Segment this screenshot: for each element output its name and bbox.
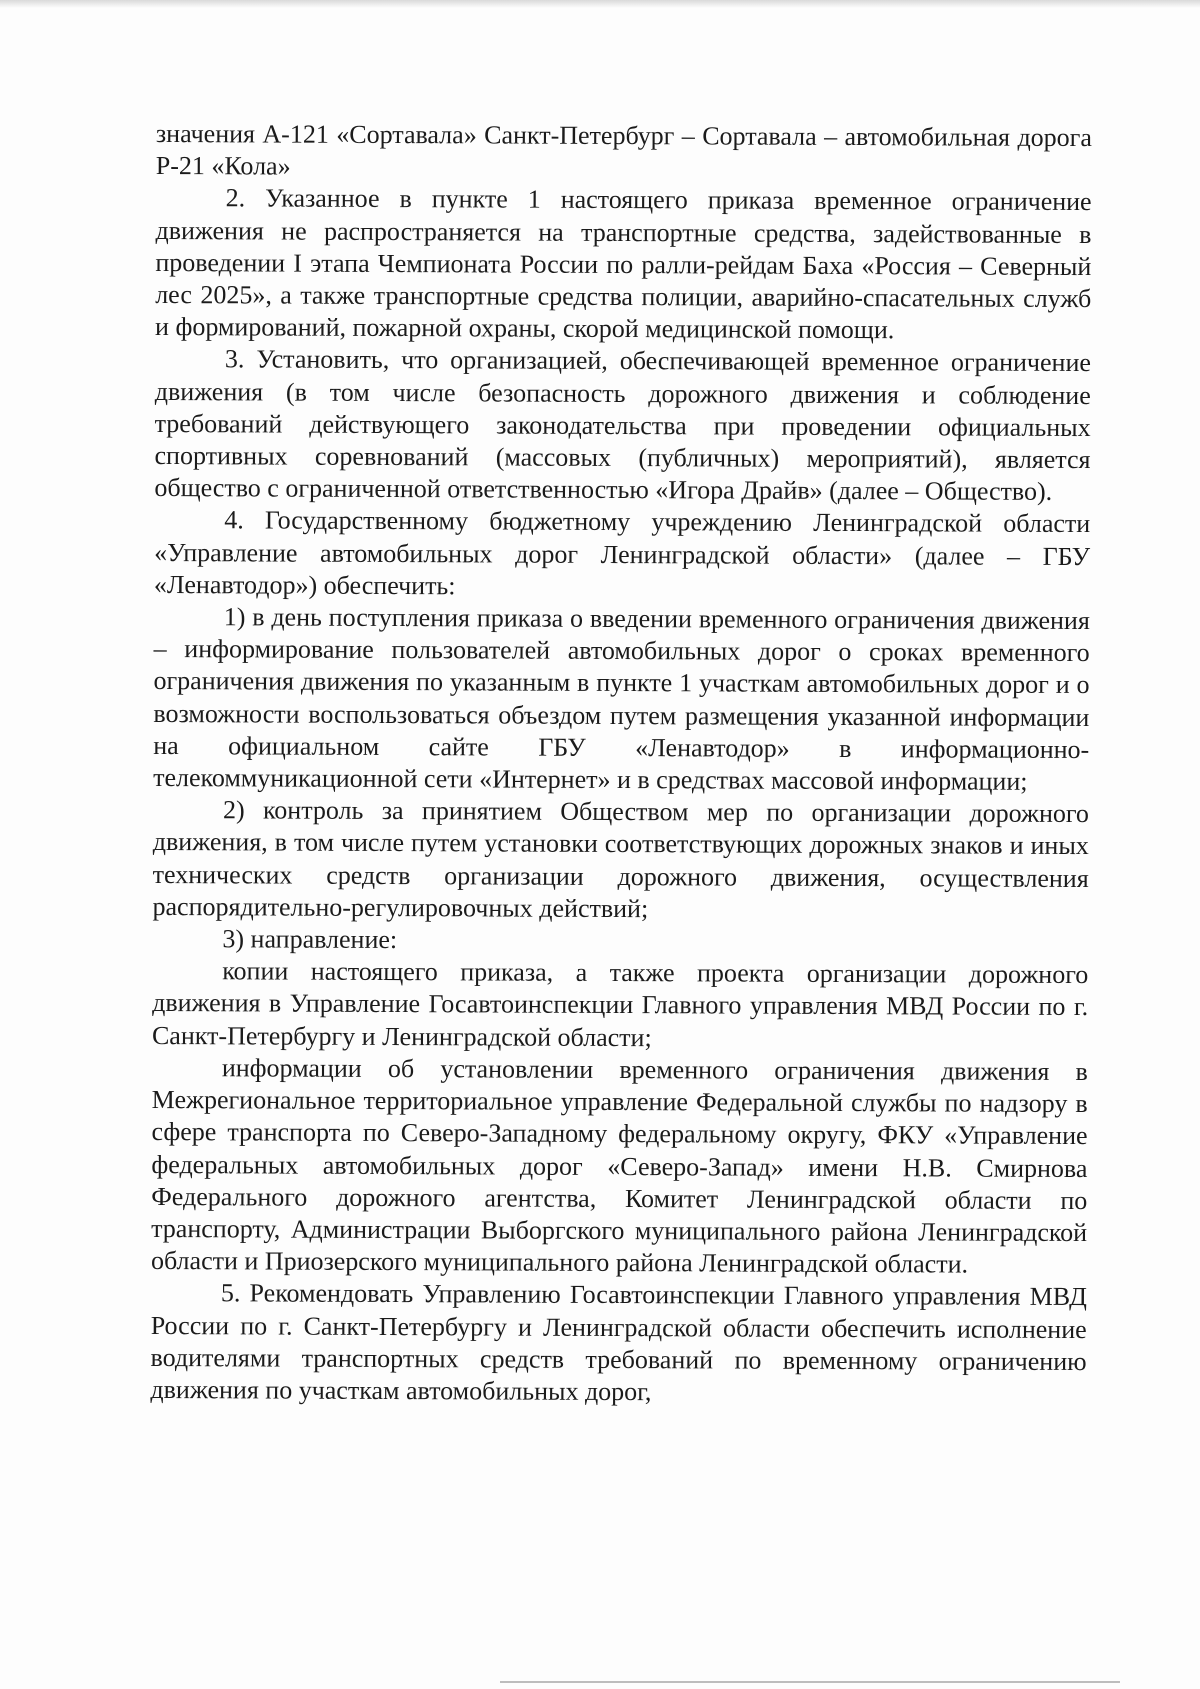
scan-edge-top — [0, 0, 1200, 8]
paragraph-item-5: 5. Рекомендовать Управлению Госавтоинспекции Главного управления МВД России по г. Санкт-Петербургу и Ленинградской области обеспечить исполнение водителями транспортных средств требований по временному ограничению движения по участкам автомобильных дорог, — [150, 1278, 1087, 1407]
subitem-2: 2) контроль за принятием Обществом мер по организации дорожного движения, в том числе путем установки соответствующих дорожных знаков и иных технических средств организации дорожного движения, осуществления распорядительно-регулировочных действий; — [152, 795, 1090, 924]
paragraph-continuation: значения А-121 «Сортавала» Санкт-Петербург – Сортавала – автомобильная дорога Р-21 «Кола» — [155, 118, 1092, 181]
subitem-3-copies: копии настоящего приказа, а также проекта организации дорожного движения в Управление Госавтоинспекции Главного управления МВД России по г. Санкт-Петербургу и Ленинградской области; — [151, 956, 1089, 1052]
subitem-1: 1) в день поступления приказа о введении временного ограничения движения – информирование пользователей автомобильных дорог о сроках временного ограничения движения по указанным в пункте 1 участкам автомобильных дорог и о возможности воспользоваться объездом путем размещения указанной информации на официальном сайте ГБУ «Ленавтодор» в информационно-телекоммуникационной сети «Интернет» и в средствах массовой информации; — [153, 602, 1090, 796]
paragraph-item-2: 2. Указанное в пункте 1 настоящего приказа временное ограничение движения не распространяется на транспортные средства, задействованные в проведении I этапа Чемпионата России по ралли-рейдам Баха «Россия – Северный лес 2025», а также транспортные средства полиции, аварийно-спасательных служб и формирований, пожарной охраны, скорой медицинской помощи. — [155, 183, 1092, 345]
scan-edge-bottom — [500, 1681, 1120, 1683]
subitem-3-information: информации об установлении временного ограничения движения в Межрегиональное территориальное управление Федеральной службы по надзору в сфере транспорта по Северо-Западному федеральному округу, ФКУ «Управление федеральных автомобильных дорог «Северо-Запад» имени Н.В. Смирнова Федерального дорожного агентства, Комитет Ленинградской области по транспорту, Администрации Выборгского муниципального района Ленинградской области и Приозерского муниципального района Ленинградской области. — [150, 1053, 1088, 1279]
document-body — [150, 118, 1092, 1410]
paragraph-item-3: 3. Установить, что организацией, обеспечивающей временное ограничение движения (в том числе безопасность дорожного движения и соблюдение требований действующего законодательства при проведении официальных спортивных соревнований (массовых (публичных) мероприятий), является общество с ограниченной ответственностью «Игора Драйв» (далее – Общество). — [154, 344, 1092, 507]
subitem-3: 3) направление: — [222, 924, 398, 955]
paragraph-item-4: 4. Государственному бюджетному учреждению Ленинградской области «Управление автомобильных дорог Ленинградской области» (далее – ГБУ «Ленавтодор») обеспечить: — [153, 505, 1091, 601]
